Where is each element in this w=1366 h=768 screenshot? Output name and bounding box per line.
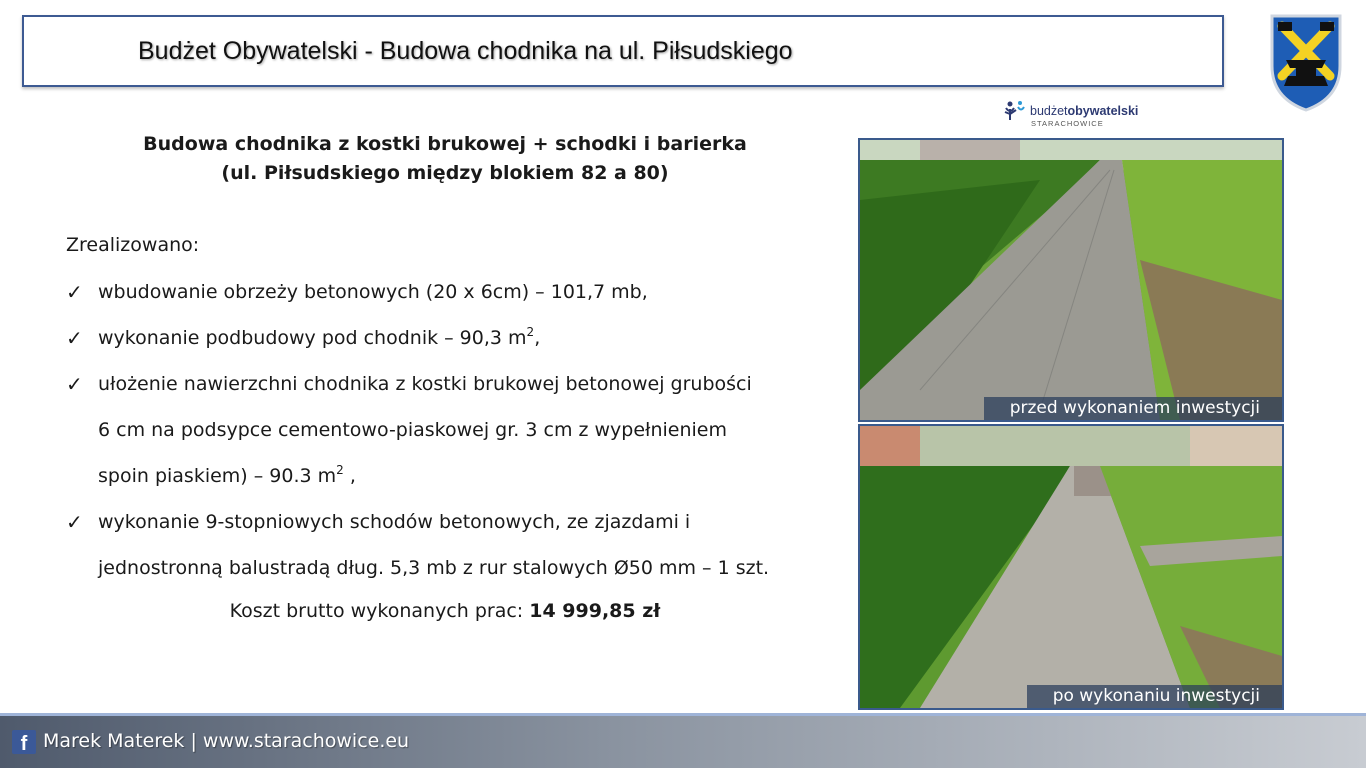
list-item-4-line-2: jednostronną balustradą dług. 5,3 mb z rur stalowych Ø50 mm – 1 szt.: [98, 557, 770, 579]
footer-text: Marek Materek | www.starachowice.eu: [43, 730, 410, 752]
page-title: Budżet Obywatelski - Budowa chodnika na ul. Piłsudskiego: [138, 37, 793, 65]
check-icon: ✓: [66, 280, 83, 304]
facebook-icon[interactable]: f: [12, 730, 36, 754]
title-box: [22, 15, 1224, 87]
cost-value: 14 999,85 zł: [529, 600, 661, 622]
check-icon: ✓: [66, 326, 83, 350]
logo-wordmark: budżetobywatelski: [1030, 104, 1139, 118]
photo-before: [858, 138, 1284, 422]
logo-city: STARACHOWICE: [1031, 119, 1104, 128]
coat-of-arms-icon: [1266, 12, 1346, 112]
photo-after: [858, 424, 1284, 710]
section-heading: [100, 130, 790, 188]
list-item-3-line-3: spoin piaskiem) – 90.3 $m^2$ ,: [98, 463, 356, 487]
list-item-4-line-1: wykonanie 9-stopniowych schodów betonowych, ze zjazdami i: [98, 511, 691, 533]
caption-after: po wykonaniu inwestycji: [1027, 685, 1282, 708]
check-icon: ✓: [66, 372, 83, 396]
footer-bar: [0, 713, 1366, 768]
list-item-2: wykonanie podbudowy pod chodnik – 90,3 $m^2$,: [98, 325, 541, 349]
heading-line-1: Budowa chodnika z kostki brukowej + schodki i barierka: [143, 133, 747, 155]
list-item-3-line-1: ułożenie nawierzchni chodnika z kostki brukowej betonowej grubości: [98, 373, 752, 395]
intro-text: Zrealizowano:: [66, 234, 200, 256]
heading-line-2: (ul. Piłsudskiego między blokiem 82 a 80): [221, 162, 669, 184]
caption-before: przed wykonaniem inwestycji: [984, 397, 1282, 420]
list-item-3-line-2: 6 cm na podsypce cementowo-piaskowej gr. 3 cm z wypełnieniem: [98, 419, 727, 441]
list-item-1: wbudowanie obrzeży betonowych (20 x 6cm) – 101,7 mb,: [98, 281, 648, 303]
cost-summary: Koszt brutto wykonanych prac: 14 999,85 zł: [229, 600, 661, 622]
check-icon: ✓: [66, 510, 83, 534]
